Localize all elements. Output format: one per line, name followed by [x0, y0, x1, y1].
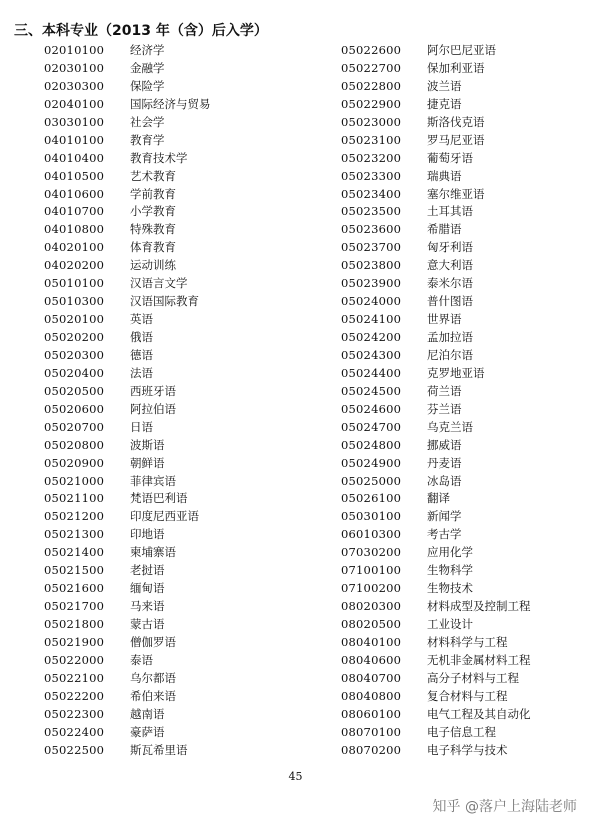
major-row: [44, 42, 211, 60]
major-row: [44, 311, 211, 329]
major-row: [44, 293, 211, 311]
major-code: 05026100: [341, 491, 402, 506]
major-row: [341, 150, 531, 168]
major-name: 丹麦语: [427, 455, 462, 470]
major-name: 芬兰语: [427, 401, 462, 416]
major-name: 泰语: [130, 652, 153, 667]
major-row: [341, 455, 531, 473]
major-code: 05022100: [44, 670, 105, 685]
major-code: 05021000: [44, 473, 105, 488]
major-code: 05022200: [44, 688, 105, 703]
major-code: 05021600: [44, 581, 105, 596]
major-code: 06010300: [341, 527, 402, 542]
major-row: [44, 221, 211, 239]
major-code: 05020500: [44, 383, 105, 398]
major-row: [44, 742, 211, 760]
major-row: [341, 598, 531, 616]
major-code: 05020900: [44, 455, 105, 470]
major-row: [341, 401, 531, 419]
major-code: 08040100: [341, 634, 402, 649]
major-code: 08060100: [341, 706, 402, 721]
major-name: 柬埔寨语: [130, 545, 176, 560]
major-name: 挪威语: [427, 437, 462, 452]
major-row: [341, 221, 531, 239]
major-name: 无机非金属材料工程: [427, 652, 531, 667]
major-row: [341, 239, 531, 257]
major-name: 豪萨语: [130, 724, 165, 739]
major-name: 乌克兰语: [427, 419, 473, 434]
major-name: 西班牙语: [130, 383, 176, 398]
major-row: [44, 329, 211, 347]
major-code: 04010600: [44, 186, 105, 201]
major-name: 梵语巴利语: [130, 491, 188, 506]
major-name: 电子信息工程: [427, 724, 496, 739]
major-code: 05020700: [44, 419, 105, 434]
major-name: 艺术教育: [130, 168, 176, 183]
major-name: 希腊语: [427, 222, 462, 237]
major-code: 05022500: [44, 742, 105, 757]
major-name: 应用化学: [427, 545, 473, 560]
major-code: 02030100: [44, 60, 105, 75]
major-code: 05021700: [44, 599, 105, 614]
major-code: 08040700: [341, 670, 402, 685]
major-name: 保险学: [130, 78, 165, 93]
major-row: [44, 473, 211, 491]
major-name: 普什图语: [427, 294, 473, 309]
major-code: 05022600: [341, 43, 402, 57]
major-row: [341, 544, 531, 562]
major-name: 英语: [130, 312, 153, 327]
major-code: 08040600: [341, 652, 402, 667]
major-code: 03030100: [44, 114, 105, 129]
major-row: [341, 634, 531, 652]
major-row: [44, 688, 211, 706]
major-name: 特殊教育: [130, 222, 176, 237]
major-row: [44, 598, 211, 616]
major-name: 罗马尼亚语: [427, 132, 485, 147]
major-name: 日语: [130, 419, 153, 434]
major-name: 捷克语: [427, 96, 462, 111]
major-name: 冰岛语: [427, 473, 462, 488]
major-code: 05030100: [341, 509, 402, 524]
major-code: 05022800: [341, 78, 402, 93]
major-code: 05024000: [341, 294, 402, 309]
major-row: [44, 114, 211, 132]
major-row: [44, 455, 211, 473]
major-name: 阿拉伯语: [130, 401, 176, 416]
major-code: 04010100: [44, 132, 105, 147]
major-row: [341, 275, 531, 293]
major-name: 瑞典语: [427, 168, 462, 183]
major-code: 05020200: [44, 330, 105, 344]
major-row: [44, 383, 211, 401]
major-row: [341, 706, 531, 724]
major-row: [44, 275, 211, 293]
major-row: [341, 329, 531, 347]
major-code: 05024300: [341, 347, 402, 362]
major-row: [341, 670, 531, 688]
page-number: 45: [288, 770, 303, 783]
major-code: 04010400: [44, 150, 105, 165]
major-row: [341, 383, 531, 401]
major-name: 翻译: [427, 491, 450, 506]
major-code: 05021100: [44, 491, 105, 506]
major-name: 越南语: [130, 706, 165, 721]
major-name: 克罗地亚语: [427, 365, 485, 380]
major-name: 德语: [130, 347, 153, 362]
major-row: [341, 508, 531, 526]
major-row: [341, 132, 531, 150]
major-row: [341, 78, 531, 96]
major-name: 金融学: [130, 60, 165, 75]
major-row: [44, 257, 211, 275]
major-row: [44, 96, 211, 114]
major-row: [341, 652, 531, 670]
major-code: 05022700: [341, 60, 402, 75]
major-row: [341, 437, 531, 455]
major-row: [341, 257, 531, 275]
major-name: 教育技术学: [130, 150, 188, 165]
major-name: 学前教育: [130, 186, 176, 201]
major-code: 05023700: [341, 240, 402, 255]
major-name: 生物技术: [427, 581, 473, 596]
major-name: 僧伽罗语: [130, 634, 176, 649]
major-name: 电子科学与技术: [427, 742, 508, 757]
major-name: 阿尔巴尼亚语: [427, 43, 496, 57]
major-name: 斯洛伐克语: [427, 114, 485, 129]
major-code: 05022400: [44, 724, 105, 739]
major-name: 法语: [130, 365, 153, 380]
major-row: [341, 186, 531, 204]
major-name: 荷兰语: [427, 383, 462, 398]
major-name: 经济学: [130, 43, 165, 57]
major-code: 04020200: [44, 258, 105, 273]
major-code: 05024700: [341, 419, 402, 434]
major-name: 希伯来语: [130, 688, 176, 703]
major-name: 斯瓦希里语: [130, 742, 188, 757]
major-row: [341, 562, 531, 580]
major-row: [44, 239, 211, 257]
major-code: 04020100: [44, 240, 105, 255]
major-name: 蒙古语: [130, 617, 165, 631]
major-row: [341, 473, 531, 491]
major-name: 葡萄牙语: [427, 150, 473, 165]
major-name: 社会学: [130, 114, 165, 129]
major-code: 05024900: [341, 455, 402, 470]
major-row: [341, 688, 531, 706]
major-name: 印度尼西亚语: [130, 509, 199, 524]
major-row: [341, 419, 531, 437]
major-row: [44, 347, 211, 365]
major-row: [341, 96, 531, 114]
major-name: 教育学: [130, 132, 165, 147]
major-row: [341, 742, 531, 760]
major-name: 小学教育: [130, 204, 176, 219]
major-name: 土耳其语: [427, 204, 473, 219]
major-row: [341, 490, 531, 508]
left-major-list: [44, 42, 211, 760]
major-code: 08070100: [341, 724, 402, 739]
major-code: 05023200: [341, 150, 402, 165]
major-row: [44, 706, 211, 724]
major-name: 乌尔都语: [130, 670, 176, 685]
major-code: 08020500: [341, 617, 402, 631]
major-code: 05020300: [44, 347, 105, 362]
major-name: 尼泊尔语: [427, 347, 473, 362]
major-name: 运动训练: [130, 258, 176, 273]
major-row: [341, 168, 531, 186]
major-code: 08070200: [341, 742, 402, 757]
major-code: 05024800: [341, 437, 402, 452]
major-row: [44, 132, 211, 150]
major-code: 05022000: [44, 652, 105, 667]
major-code: 05023400: [341, 186, 402, 201]
major-code: 08040800: [341, 688, 402, 703]
major-name: 高分子材料与工程: [427, 670, 519, 685]
major-name: 国际经济与贸易: [130, 96, 211, 111]
major-name: 体育教育: [130, 240, 176, 255]
major-row: [44, 401, 211, 419]
major-code: 05010300: [44, 294, 105, 309]
major-code: 02040100: [44, 96, 105, 111]
section-heading: 三、本科专业（2013 年（含）后入学）: [14, 23, 268, 39]
major-row: [44, 203, 211, 221]
major-row: [341, 114, 531, 132]
major-code: 05021800: [44, 617, 105, 631]
major-name: 材料成型及控制工程: [427, 599, 531, 614]
major-code: 05023600: [341, 222, 402, 237]
major-row: [341, 293, 531, 311]
major-row: [341, 347, 531, 365]
major-name: 缅甸语: [130, 581, 165, 596]
major-row: [44, 365, 211, 383]
major-name: 朝鲜语: [130, 455, 165, 470]
major-code: 05022300: [44, 706, 105, 721]
major-row: [44, 168, 211, 186]
major-row: [44, 437, 211, 455]
major-name: 汉语国际教育: [130, 294, 199, 309]
major-name: 保加利亚语: [427, 60, 485, 75]
major-code: 05021900: [44, 634, 105, 649]
major-row: [341, 526, 531, 544]
major-code: 05021500: [44, 563, 105, 578]
major-code: 02010100: [44, 43, 105, 57]
major-row: [341, 616, 531, 634]
major-row: [341, 580, 531, 598]
major-name: 材料科学与工程: [427, 634, 508, 649]
major-code: 02030300: [44, 78, 105, 93]
major-code: 05021200: [44, 509, 105, 524]
major-name: 新闻学: [427, 509, 462, 524]
major-row: [44, 60, 211, 78]
major-name: 塞尔维亚语: [427, 186, 485, 201]
major-name: 老挝语: [130, 563, 165, 578]
major-code: 05021400: [44, 545, 105, 560]
major-code: 05023500: [341, 204, 402, 219]
major-code: 05024100: [341, 312, 402, 327]
major-row: [44, 562, 211, 580]
major-row: [341, 42, 531, 60]
major-row: [44, 150, 211, 168]
major-row: [44, 186, 211, 204]
major-code: 04010500: [44, 168, 105, 183]
major-code: 07100200: [341, 581, 402, 596]
major-code: 07030200: [341, 545, 402, 560]
major-name: 菲律宾语: [130, 473, 176, 488]
major-row: [44, 670, 211, 688]
major-name: 生物科学: [427, 563, 473, 578]
major-row: [44, 419, 211, 437]
major-name: 孟加拉语: [427, 330, 473, 344]
major-code: 05022900: [341, 96, 402, 111]
major-row: [341, 365, 531, 383]
major-row: [44, 508, 211, 526]
major-code: 05024400: [341, 365, 402, 380]
major-row: [44, 78, 211, 96]
major-code: 08020300: [341, 599, 402, 614]
major-name: 考古学: [427, 527, 462, 542]
major-code: 05021300: [44, 527, 105, 542]
major-row: [44, 490, 211, 508]
major-row: [44, 616, 211, 634]
major-row: [44, 580, 211, 598]
major-code: 04010700: [44, 204, 105, 219]
major-name: 汉语言文学: [130, 276, 188, 291]
major-name: 复合材料与工程: [427, 688, 508, 703]
major-row: [44, 544, 211, 562]
major-code: 05020100: [44, 312, 105, 327]
major-row: [341, 203, 531, 221]
major-row: [341, 724, 531, 742]
major-row: [44, 634, 211, 652]
major-name: 波斯语: [130, 437, 165, 452]
major-row: [341, 311, 531, 329]
major-name: 印地语: [130, 527, 165, 542]
major-name: 泰米尔语: [427, 276, 473, 291]
major-code: 05024500: [341, 383, 402, 398]
major-code: 05020400: [44, 365, 105, 380]
major-code: 05023800: [341, 258, 402, 273]
major-code: 07100100: [341, 563, 402, 578]
major-code: 04010800: [44, 222, 105, 237]
major-code: 05020800: [44, 437, 105, 452]
major-name: 波兰语: [427, 78, 462, 93]
major-name: 意大利语: [427, 258, 473, 273]
major-row: [341, 60, 531, 78]
major-name: 俄语: [130, 330, 153, 344]
major-code: 05023300: [341, 168, 402, 183]
major-code: 05025000: [341, 473, 402, 488]
major-row: [44, 652, 211, 670]
major-code: 05024600: [341, 401, 402, 416]
major-name: 工业设计: [427, 617, 473, 631]
watermark: 知乎 @落户上海陆老师: [432, 799, 577, 815]
major-row: [44, 724, 211, 742]
major-name: 电气工程及其自动化: [427, 706, 531, 721]
major-row: [44, 526, 211, 544]
major-code: 05023000: [341, 114, 402, 129]
major-code: 05020600: [44, 401, 105, 416]
major-code: 05010100: [44, 276, 105, 291]
major-name: 匈牙利语: [427, 240, 473, 255]
major-name: 世界语: [427, 312, 462, 327]
major-code: 05023100: [341, 132, 402, 147]
right-major-list: [341, 42, 531, 760]
major-code: 05024200: [341, 330, 402, 344]
major-code: 05023900: [341, 276, 402, 291]
major-name: 马来语: [130, 599, 165, 614]
